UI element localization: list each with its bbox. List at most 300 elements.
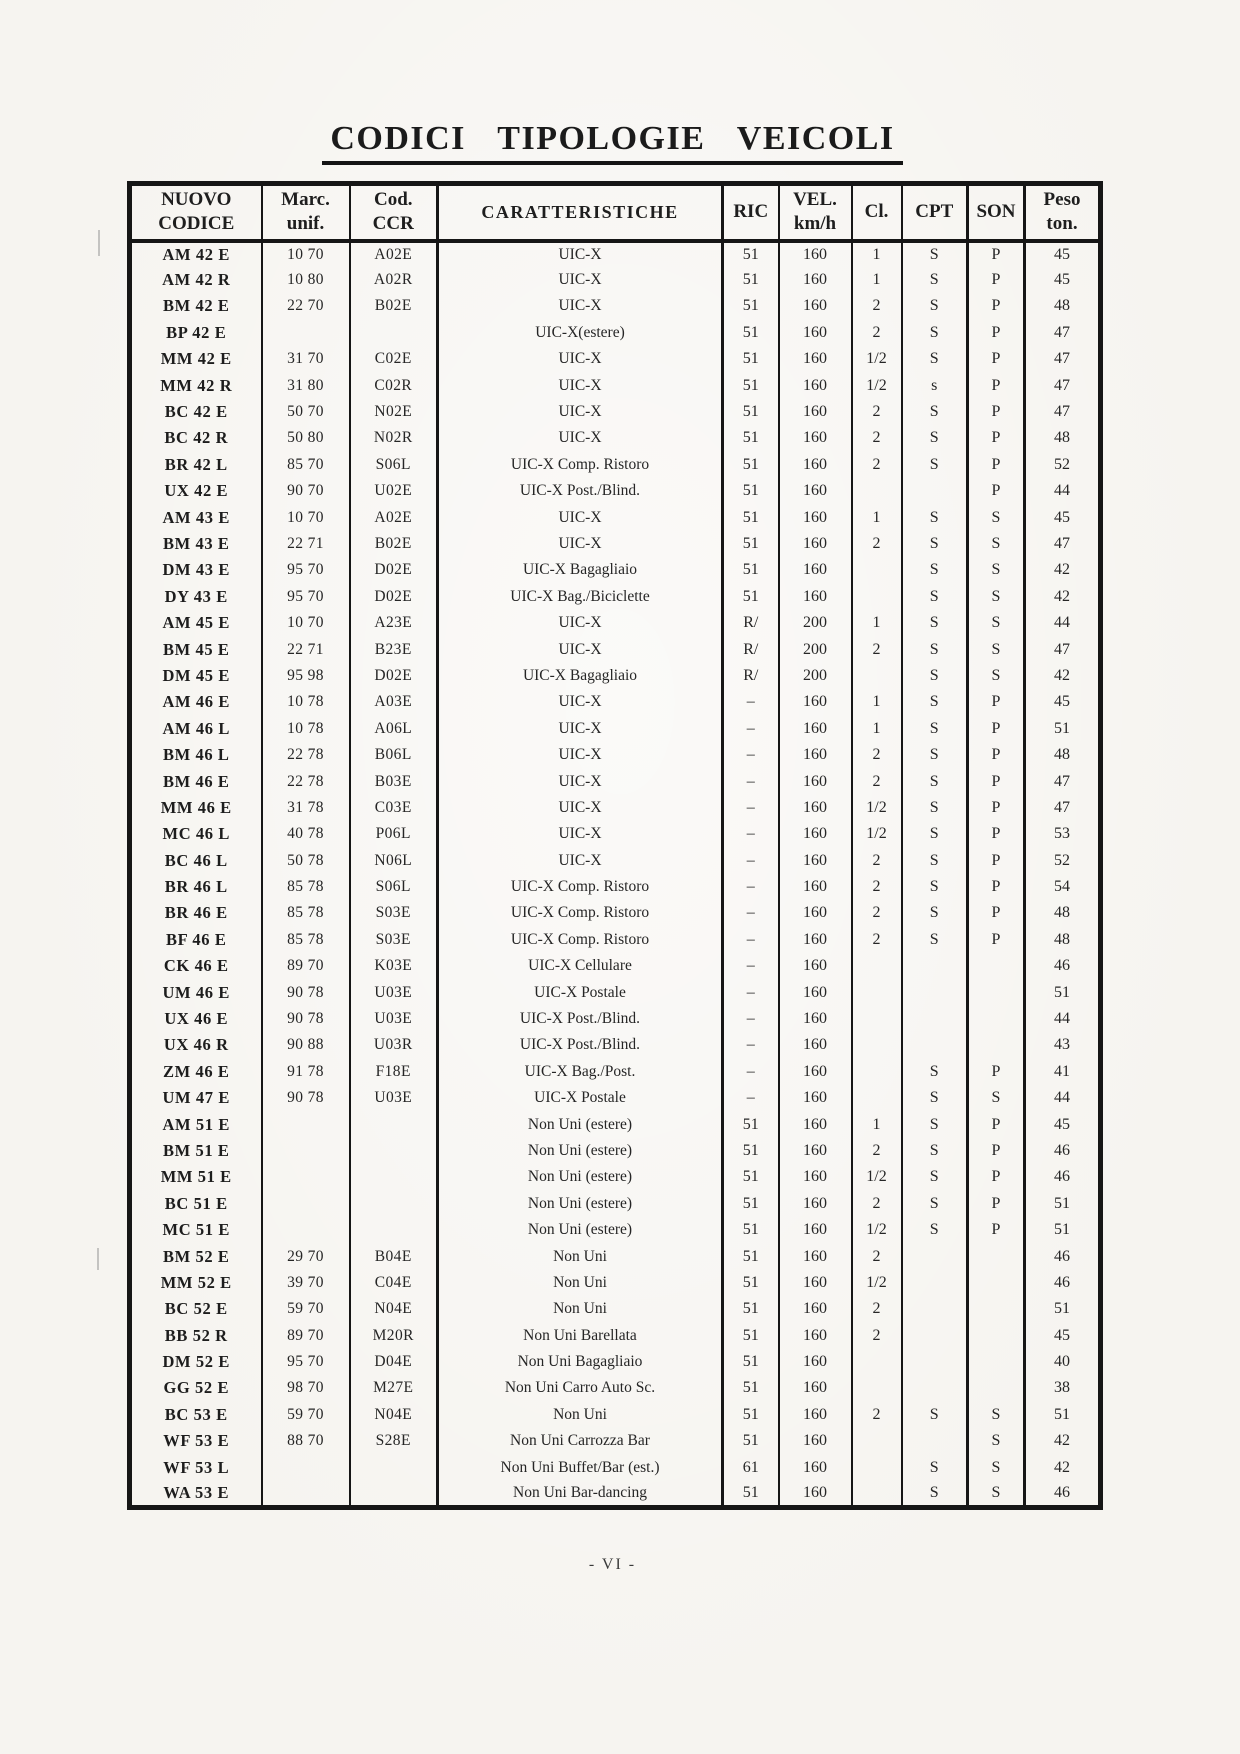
cell-peso: 52 bbox=[1025, 847, 1101, 873]
cell-ric: 51 bbox=[723, 1164, 779, 1190]
cell-peso: 46 bbox=[1025, 953, 1101, 979]
cell-peso: 47 bbox=[1025, 636, 1101, 662]
cell-car: UIC-X Postale bbox=[438, 1085, 723, 1111]
cell-ccr: U03E bbox=[350, 1006, 438, 1032]
column-header-peso bbox=[1025, 184, 1101, 241]
cell-ccr: D02E bbox=[350, 663, 438, 689]
cell-vel: 160 bbox=[779, 531, 852, 557]
cell-son: P bbox=[968, 1138, 1025, 1164]
cell-code: BC 46 L bbox=[164, 850, 228, 870]
cell-marc: 59 70 bbox=[262, 1402, 350, 1428]
cell-marc bbox=[262, 1481, 350, 1507]
cell-ccr bbox=[350, 1191, 438, 1217]
cell-cl bbox=[852, 1006, 902, 1032]
cell-ccr: C03E bbox=[350, 795, 438, 821]
cell-marc: 85 78 bbox=[262, 874, 350, 900]
cell-marc: 95 70 bbox=[262, 584, 350, 610]
cell-son: P bbox=[968, 399, 1025, 425]
cell-car: Non Uni Bagagliaio bbox=[438, 1349, 723, 1375]
cell-son: P bbox=[968, 795, 1025, 821]
cell-cpt: S bbox=[902, 1402, 968, 1428]
cell-cl bbox=[852, 584, 902, 610]
cell-peso: 42 bbox=[1025, 584, 1101, 610]
cell-code: WF 53 L bbox=[163, 1457, 230, 1477]
cell-car: UIC-X bbox=[438, 768, 723, 794]
cell-ccr: S28E bbox=[350, 1428, 438, 1454]
table-row bbox=[130, 1349, 1101, 1375]
cell-ric: – bbox=[723, 716, 779, 742]
cell-code: AM 42 R bbox=[162, 270, 231, 290]
cell-ccr: U03E bbox=[350, 979, 438, 1005]
cell-car: UIC-X(estere) bbox=[438, 320, 723, 346]
cell-cpt: S bbox=[902, 847, 968, 873]
cell-cpt: S bbox=[902, 346, 968, 372]
cell-ccr: S03E bbox=[350, 900, 438, 926]
cell-ric: 51 bbox=[723, 452, 779, 478]
table-row bbox=[130, 1191, 1101, 1217]
cell-cpt: S bbox=[902, 1111, 968, 1137]
cell-marc bbox=[262, 320, 350, 346]
column-header-vel bbox=[779, 184, 852, 241]
cell-code: MC 51 E bbox=[162, 1220, 230, 1240]
cell-code: MM 51 E bbox=[160, 1167, 232, 1187]
cell-marc: 22 71 bbox=[262, 531, 350, 557]
cell-ric: 51 bbox=[723, 1375, 779, 1401]
cell-ccr: N02R bbox=[350, 425, 438, 451]
cell-peso: 51 bbox=[1025, 1296, 1101, 1322]
cell-peso: 42 bbox=[1025, 1428, 1101, 1454]
cell-ric: 51 bbox=[723, 1138, 779, 1164]
cell-peso: 45 bbox=[1025, 689, 1101, 715]
cell-code: BC 53 E bbox=[164, 1404, 228, 1424]
cell-ric: 51 bbox=[723, 1191, 779, 1217]
cell-vel: 160 bbox=[779, 1270, 852, 1296]
cell-ccr: B06L bbox=[350, 742, 438, 768]
table-row bbox=[130, 1217, 1101, 1243]
cell-son: P bbox=[968, 874, 1025, 900]
cell-cl: 1 bbox=[852, 1111, 902, 1137]
cell-ric: 51 bbox=[723, 504, 779, 530]
cell-vel: 160 bbox=[779, 320, 852, 346]
table-row bbox=[130, 531, 1101, 557]
cell-ccr: N04E bbox=[350, 1296, 438, 1322]
table-row bbox=[130, 1454, 1101, 1480]
cell-cpt: S bbox=[902, 1191, 968, 1217]
cell-cpt: S bbox=[902, 241, 968, 267]
cell-son: S bbox=[968, 610, 1025, 636]
cell-ric: 51 bbox=[723, 1270, 779, 1296]
cell-cpt: S bbox=[902, 584, 968, 610]
cell-code: MM 42 E bbox=[160, 349, 232, 369]
cell-cpt: S bbox=[902, 716, 968, 742]
cell-vel: 160 bbox=[779, 742, 852, 768]
cell-code: BM 46 L bbox=[162, 745, 230, 765]
cell-peso: 46 bbox=[1025, 1481, 1101, 1507]
cell-cl: 2 bbox=[852, 531, 902, 557]
cell-cl: 1/2 bbox=[852, 821, 902, 847]
header-line: km/h bbox=[793, 213, 837, 235]
cell-code: BM 51 E bbox=[162, 1140, 230, 1160]
header-line: CPT bbox=[915, 201, 954, 223]
table-row bbox=[130, 900, 1101, 926]
header-line: unif. bbox=[286, 213, 325, 235]
cell-vel: 160 bbox=[779, 1296, 852, 1322]
cell-code: UX 46 R bbox=[163, 1035, 229, 1055]
cell-son: P bbox=[968, 1191, 1025, 1217]
cell-ric: 51 bbox=[723, 1111, 779, 1137]
cell-code: AM 43 E bbox=[162, 507, 230, 527]
cell-marc: 40 78 bbox=[262, 821, 350, 847]
cell-ccr: A02R bbox=[350, 267, 438, 293]
cell-code: WA 53 E bbox=[163, 1482, 230, 1502]
cell-ccr bbox=[350, 1217, 438, 1243]
cell-car: UIC-X Bagagliaio bbox=[438, 557, 723, 583]
cell-car: UIC-X bbox=[438, 504, 723, 530]
cell-code: BC 42 R bbox=[164, 428, 229, 448]
cell-son: S bbox=[968, 504, 1025, 530]
cell-cpt: S bbox=[902, 689, 968, 715]
cell-code: BM 45 E bbox=[162, 639, 230, 659]
cell-cpt: S bbox=[902, 557, 968, 583]
cell-ccr: A03E bbox=[350, 689, 438, 715]
table-row bbox=[130, 821, 1101, 847]
cell-ric: 51 bbox=[723, 425, 779, 451]
cell-ccr bbox=[350, 1164, 438, 1190]
cell-cl: 2 bbox=[852, 1296, 902, 1322]
cell-car: UIC-X bbox=[438, 689, 723, 715]
table-row bbox=[130, 1032, 1101, 1058]
cell-peso: 47 bbox=[1025, 346, 1101, 372]
table-row bbox=[130, 1243, 1101, 1269]
cell-car: Non Uni Buffet/Bar (est.) bbox=[438, 1454, 723, 1480]
cell-marc: 31 70 bbox=[262, 346, 350, 372]
cell-son: P bbox=[968, 1111, 1025, 1137]
cell-son: P bbox=[968, 689, 1025, 715]
cell-ric: – bbox=[723, 795, 779, 821]
cell-ccr: U03R bbox=[350, 1032, 438, 1058]
cell-cpt: S bbox=[902, 795, 968, 821]
cell-car: UIC-X Comp. Ristoro bbox=[438, 927, 723, 953]
table-row bbox=[130, 742, 1101, 768]
column-header-ric bbox=[723, 184, 779, 241]
cell-code: BM 43 E bbox=[162, 533, 230, 553]
cell-code: BP 42 E bbox=[166, 322, 227, 342]
cell-vel: 160 bbox=[779, 504, 852, 530]
cell-vel: 160 bbox=[779, 1402, 852, 1428]
cell-vel: 160 bbox=[779, 1375, 852, 1401]
cell-peso: 44 bbox=[1025, 1085, 1101, 1111]
header-line: Cl. bbox=[864, 201, 889, 223]
cell-son: P bbox=[968, 452, 1025, 478]
cell-vel: 160 bbox=[779, 716, 852, 742]
cell-marc: 10 78 bbox=[262, 716, 350, 742]
cell-cpt bbox=[902, 478, 968, 504]
cell-peso: 47 bbox=[1025, 768, 1101, 794]
cell-cl bbox=[852, 1059, 902, 1085]
page-title: CODICI TIPOLOGIE VEICOLI bbox=[322, 120, 902, 165]
cell-marc: 89 70 bbox=[262, 953, 350, 979]
header-line: SON bbox=[976, 201, 1016, 223]
cell-son bbox=[968, 1006, 1025, 1032]
cell-cl: 1 bbox=[852, 504, 902, 530]
cell-code: BR 46 E bbox=[164, 903, 228, 923]
cell-code: BM 46 E bbox=[162, 771, 230, 791]
cell-car: UIC-X bbox=[438, 821, 723, 847]
table-row bbox=[130, 768, 1101, 794]
cell-son: P bbox=[968, 372, 1025, 398]
cell-marc bbox=[262, 1454, 350, 1480]
cell-peso: 46 bbox=[1025, 1243, 1101, 1269]
cell-cpt bbox=[902, 1296, 968, 1322]
cell-son: S bbox=[968, 1402, 1025, 1428]
cell-car: UIC-X bbox=[438, 293, 723, 319]
cell-cl bbox=[852, 557, 902, 583]
cell-ric: 51 bbox=[723, 557, 779, 583]
cell-code: WF 53 E bbox=[163, 1431, 230, 1451]
table-row bbox=[130, 716, 1101, 742]
cell-cl: 1/2 bbox=[852, 1164, 902, 1190]
table-row bbox=[130, 1375, 1101, 1401]
cell-car: UIC-X bbox=[438, 425, 723, 451]
cell-marc: 59 70 bbox=[262, 1296, 350, 1322]
header-line: Peso bbox=[1043, 189, 1081, 211]
cell-car: UIC-X Comp. Ristoro bbox=[438, 874, 723, 900]
cell-cl bbox=[852, 1375, 902, 1401]
cell-ccr: D02E bbox=[350, 557, 438, 583]
cell-code: MM 46 E bbox=[160, 797, 232, 817]
cell-cl bbox=[852, 663, 902, 689]
cell-marc: 90 70 bbox=[262, 478, 350, 504]
header-line: NUOVO bbox=[161, 189, 232, 211]
cell-car: UIC-X bbox=[438, 716, 723, 742]
cell-cl: 2 bbox=[852, 399, 902, 425]
cell-peso: 45 bbox=[1025, 1111, 1101, 1137]
cell-car: UIC-X Cellulare bbox=[438, 953, 723, 979]
cell-vel: 160 bbox=[779, 979, 852, 1005]
cell-car: Non Uni bbox=[438, 1243, 723, 1269]
cell-car: UIC-X bbox=[438, 241, 723, 267]
header-line: ton. bbox=[1046, 213, 1078, 235]
cell-cl: 2 bbox=[852, 1191, 902, 1217]
cell-vel: 160 bbox=[779, 241, 852, 267]
cell-peso: 48 bbox=[1025, 927, 1101, 953]
cell-cpt: S bbox=[902, 821, 968, 847]
cell-vel: 160 bbox=[779, 1323, 852, 1349]
cell-son: P bbox=[968, 267, 1025, 293]
cell-marc: 90 78 bbox=[262, 979, 350, 1005]
cell-ric: 51 bbox=[723, 320, 779, 346]
table-row bbox=[130, 1296, 1101, 1322]
cell-vel: 160 bbox=[779, 1059, 852, 1085]
cell-peso: 40 bbox=[1025, 1349, 1101, 1375]
cell-cpt: S bbox=[902, 636, 968, 662]
cell-marc: 31 78 bbox=[262, 795, 350, 821]
cell-car: Non Uni Barellata bbox=[438, 1323, 723, 1349]
table-row bbox=[130, 927, 1101, 953]
cell-code: AM 45 E bbox=[162, 613, 230, 633]
cell-cpt: S bbox=[902, 1481, 968, 1507]
cell-car: UIC-X bbox=[438, 795, 723, 821]
cell-cl: 1 bbox=[852, 241, 902, 267]
cell-ccr: N06L bbox=[350, 847, 438, 873]
scan-artifact bbox=[98, 230, 100, 256]
cell-marc: 98 70 bbox=[262, 1375, 350, 1401]
cell-peso: 42 bbox=[1025, 663, 1101, 689]
table-row bbox=[130, 874, 1101, 900]
table-row bbox=[130, 1059, 1101, 1085]
cell-cpt bbox=[902, 1323, 968, 1349]
cell-son: P bbox=[968, 1217, 1025, 1243]
cell-ccr: B03E bbox=[350, 768, 438, 794]
cell-ric: R/ bbox=[723, 636, 779, 662]
cell-son: P bbox=[968, 900, 1025, 926]
table-row bbox=[130, 1138, 1101, 1164]
cell-peso: 47 bbox=[1025, 372, 1101, 398]
cell-vel: 160 bbox=[779, 1454, 852, 1480]
cell-vel: 160 bbox=[779, 1138, 852, 1164]
cell-cl: 1/2 bbox=[852, 795, 902, 821]
cell-ccr bbox=[350, 1454, 438, 1480]
cell-car: Non Uni (estere) bbox=[438, 1164, 723, 1190]
header-line: RIC bbox=[733, 201, 769, 223]
cell-son: P bbox=[968, 927, 1025, 953]
cell-son: P bbox=[968, 478, 1025, 504]
cell-cpt bbox=[902, 1375, 968, 1401]
cell-cl: 2 bbox=[852, 927, 902, 953]
column-header-cpt bbox=[902, 184, 968, 241]
header-line: Cod. bbox=[373, 189, 413, 211]
cell-vel: 160 bbox=[779, 1111, 852, 1137]
cell-son bbox=[968, 1323, 1025, 1349]
cell-peso: 44 bbox=[1025, 1006, 1101, 1032]
cell-peso: 43 bbox=[1025, 1032, 1101, 1058]
cell-ccr: M20R bbox=[350, 1323, 438, 1349]
cell-ric: R/ bbox=[723, 610, 779, 636]
cell-ccr: A23E bbox=[350, 610, 438, 636]
header-line: Marc. bbox=[281, 189, 330, 211]
cell-peso: 44 bbox=[1025, 610, 1101, 636]
cell-son: P bbox=[968, 716, 1025, 742]
cell-code: DM 43 E bbox=[162, 560, 230, 580]
cell-ccr: M27E bbox=[350, 1375, 438, 1401]
cell-marc: 39 70 bbox=[262, 1270, 350, 1296]
cell-cpt: S bbox=[902, 293, 968, 319]
cell-ccr bbox=[350, 1111, 438, 1137]
cell-cl: 2 bbox=[852, 320, 902, 346]
cell-code: MM 42 R bbox=[160, 375, 233, 395]
cell-marc: 31 80 bbox=[262, 372, 350, 398]
cell-ric: – bbox=[723, 953, 779, 979]
cell-cpt: S bbox=[902, 1059, 968, 1085]
table-row bbox=[130, 689, 1101, 715]
cell-vel: 160 bbox=[779, 425, 852, 451]
cell-ric: 51 bbox=[723, 1402, 779, 1428]
cell-cl: 1/2 bbox=[852, 1217, 902, 1243]
cell-peso: 51 bbox=[1025, 1217, 1101, 1243]
cell-vel: 160 bbox=[779, 927, 852, 953]
cell-son: S bbox=[968, 1428, 1025, 1454]
cell-son: P bbox=[968, 1059, 1025, 1085]
table-row bbox=[130, 293, 1101, 319]
table-header bbox=[130, 184, 1101, 241]
cell-cl: 2 bbox=[852, 768, 902, 794]
cell-cl: 1/2 bbox=[852, 1270, 902, 1296]
cell-son: S bbox=[968, 531, 1025, 557]
cell-cpt bbox=[902, 1270, 968, 1296]
cell-ric: – bbox=[723, 1059, 779, 1085]
cell-cpt: S bbox=[902, 267, 968, 293]
cell-car: UIC-X Comp. Ristoro bbox=[438, 900, 723, 926]
cell-cl: 2 bbox=[852, 425, 902, 451]
cell-car: Non Uni (estere) bbox=[438, 1191, 723, 1217]
cell-ccr: A02E bbox=[350, 504, 438, 530]
cell-son: P bbox=[968, 293, 1025, 319]
cell-son: P bbox=[968, 1164, 1025, 1190]
cell-cl: 2 bbox=[852, 293, 902, 319]
cell-son: S bbox=[968, 1481, 1025, 1507]
cell-marc: 85 78 bbox=[262, 927, 350, 953]
table-row bbox=[130, 979, 1101, 1005]
cell-code: AM 46 E bbox=[162, 692, 230, 712]
cell-ric: 51 bbox=[723, 293, 779, 319]
cell-cl bbox=[852, 478, 902, 504]
cell-cpt: S bbox=[902, 1454, 968, 1480]
column-header-marc bbox=[262, 184, 350, 241]
cell-car: UIC-X bbox=[438, 531, 723, 557]
table-row bbox=[130, 1270, 1101, 1296]
table-row bbox=[130, 1402, 1101, 1428]
cell-son: P bbox=[968, 320, 1025, 346]
cell-cl: 2 bbox=[852, 1402, 902, 1428]
cell-peso: 46 bbox=[1025, 1138, 1101, 1164]
vehicle-codes-table bbox=[127, 181, 1103, 1510]
cell-cl bbox=[852, 1428, 902, 1454]
cell-vel: 160 bbox=[779, 768, 852, 794]
cell-cpt: S bbox=[902, 900, 968, 926]
cell-ric: 51 bbox=[723, 1481, 779, 1507]
cell-marc: 22 70 bbox=[262, 293, 350, 319]
cell-peso: 45 bbox=[1025, 241, 1101, 267]
cell-cl: 2 bbox=[852, 847, 902, 873]
cell-ric: 51 bbox=[723, 241, 779, 267]
cell-ccr: A06L bbox=[350, 716, 438, 742]
title-wrap bbox=[127, 120, 1098, 165]
cell-peso: 45 bbox=[1025, 267, 1101, 293]
table-row bbox=[130, 953, 1101, 979]
cell-son: S bbox=[968, 1454, 1025, 1480]
cell-marc: 10 70 bbox=[262, 504, 350, 530]
cell-ccr: B02E bbox=[350, 293, 438, 319]
cell-peso: 47 bbox=[1025, 531, 1101, 557]
cell-code: UM 47 E bbox=[162, 1088, 230, 1108]
cell-cpt bbox=[902, 1006, 968, 1032]
cell-peso: 42 bbox=[1025, 1454, 1101, 1480]
cell-marc: 91 78 bbox=[262, 1059, 350, 1085]
cell-code: AM 42 E bbox=[162, 244, 230, 264]
cell-peso: 42 bbox=[1025, 557, 1101, 583]
cell-marc: 22 78 bbox=[262, 742, 350, 768]
table-row bbox=[130, 1085, 1101, 1111]
cell-ric: 61 bbox=[723, 1454, 779, 1480]
cell-ric: 51 bbox=[723, 1296, 779, 1322]
cell-vel: 160 bbox=[779, 689, 852, 715]
cell-car: UIC-X bbox=[438, 742, 723, 768]
cell-ccr: B23E bbox=[350, 636, 438, 662]
cell-ric: – bbox=[723, 768, 779, 794]
cell-marc: 10 70 bbox=[262, 610, 350, 636]
cell-ccr: U02E bbox=[350, 478, 438, 504]
cell-code: UX 46 E bbox=[164, 1009, 229, 1029]
